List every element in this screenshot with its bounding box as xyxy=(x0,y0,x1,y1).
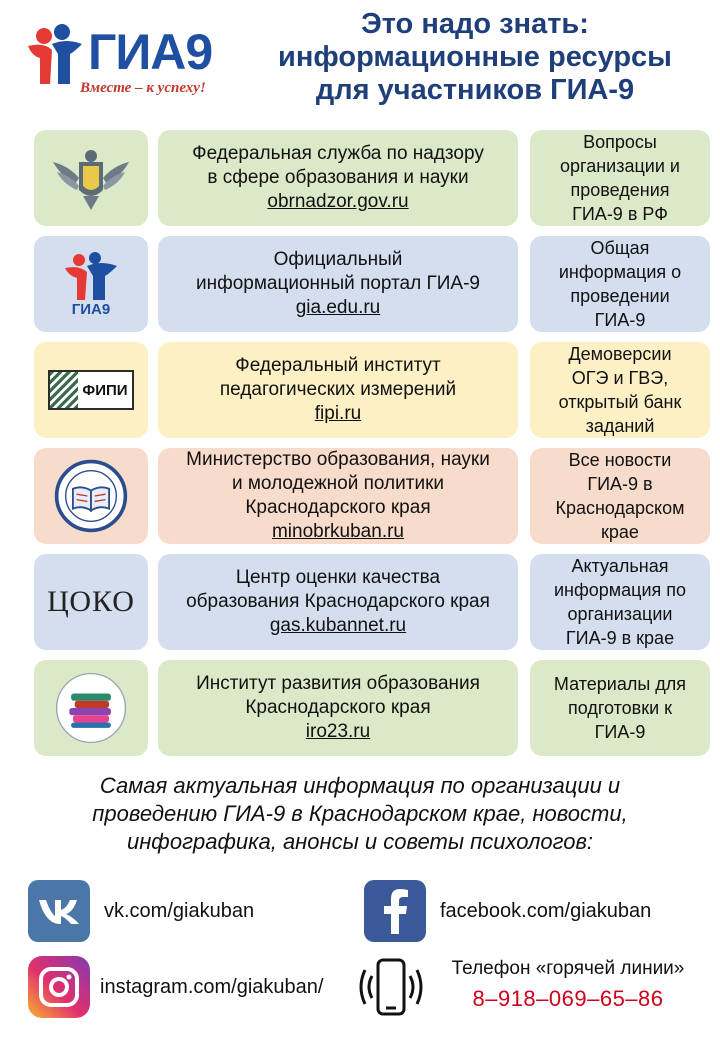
resource-logo-cell xyxy=(34,554,148,650)
resource-name-line: Федеральный институт xyxy=(235,355,441,376)
resource-desc-line: проведении xyxy=(570,286,670,306)
resource-desc-line: Все новости xyxy=(568,450,672,470)
resource-row-minobr xyxy=(34,448,710,544)
fipi-logo-text: ФИПИ xyxy=(82,381,128,399)
gia9-header-logo xyxy=(22,14,232,104)
resource-desc-cell xyxy=(530,448,710,544)
resource-name-line: Официальный xyxy=(273,249,403,270)
page-title xyxy=(240,8,710,107)
resource-row-iro xyxy=(34,660,710,756)
resource-desc-line: организации и xyxy=(560,156,680,176)
vk-link[interactable] xyxy=(28,880,254,942)
obrnadzor-emblem-icon xyxy=(49,140,133,216)
note-line: проведению ГИА-9 в Краснодарском крае, новости, xyxy=(92,801,628,826)
iro-books-icon xyxy=(49,670,133,746)
resource-desc-cell xyxy=(530,660,710,756)
facebook-link-text[interactable]: facebook.com/giakuban xyxy=(440,899,652,922)
gia9-logo-icon xyxy=(49,246,133,322)
resource-desc-line: подготовки к xyxy=(567,698,673,718)
resource-name-line: Краснодарского края xyxy=(245,497,431,518)
resource-desc-line: информация о xyxy=(558,262,682,282)
resource-logo-cell xyxy=(34,342,148,438)
coko-logo-icon: ЦОКО xyxy=(47,585,135,618)
resource-logo-cell xyxy=(34,448,148,544)
resource-desc-line: ГИА-9 в РФ xyxy=(572,204,668,224)
resource-name-cell xyxy=(158,342,518,438)
vk-link-text[interactable]: vk.com/giakuban xyxy=(104,899,255,922)
resource-desc-line: ОГЭ и ГВЭ, xyxy=(571,368,669,388)
resource-link-minobr[interactable]: minobrkuban.ru xyxy=(271,521,404,542)
resource-row-gia xyxy=(34,236,710,332)
resource-name-line: образования Краснодарского края xyxy=(186,591,490,612)
resource-desc-line: Материалы для xyxy=(553,674,687,694)
resource-name-line: Институт развития образования xyxy=(196,673,480,694)
resource-desc-line: открытый банк xyxy=(558,392,682,412)
resource-desc-line: Краснодарском xyxy=(555,498,685,518)
instagram-icon xyxy=(28,956,90,1018)
instagram-link-text[interactable]: instagram.com/giakuban/ xyxy=(100,975,324,998)
resource-name-line: Министерство образования, науки xyxy=(186,449,490,470)
phone-icon xyxy=(358,958,424,1018)
facebook-link[interactable] xyxy=(364,880,651,942)
resource-row-fipi xyxy=(34,342,710,438)
vk-icon xyxy=(28,880,90,942)
title-line: для участников ГИА-9 xyxy=(315,74,635,106)
people-figures-icon xyxy=(61,250,121,302)
resource-desc-line: информация по xyxy=(553,580,687,600)
resource-name-cell xyxy=(158,130,518,226)
hotline-block xyxy=(428,958,708,1012)
resource-name-line: Центр оценки качества xyxy=(235,567,441,588)
resource-desc-line: ГИА-9 xyxy=(594,310,646,330)
note-line: Самая актуальная информация по организации и xyxy=(99,773,621,798)
resource-link-gia[interactable]: gia.edu.ru xyxy=(295,297,381,318)
resource-link-obrnadzor[interactable]: obrnadzor.gov.ru xyxy=(267,191,409,212)
resource-desc-line: ГИА-9 в xyxy=(587,474,653,494)
resource-name-cell xyxy=(158,448,518,544)
info-note xyxy=(30,772,690,856)
note-line: инфографика, анонсы и советы психологов: xyxy=(126,829,594,854)
resource-name-line: Краснодарского края xyxy=(245,697,431,718)
logo-text: ГИА9 xyxy=(88,24,213,80)
resource-name-cell xyxy=(158,236,518,332)
resource-desc-line: Общая xyxy=(590,238,650,258)
resource-name-line: Федеральная служба по надзору xyxy=(192,143,484,164)
resource-name-line: в сфере образования и науки xyxy=(207,167,469,188)
resource-desc-line: крае xyxy=(601,522,639,542)
resource-desc-line: Демоверсии xyxy=(568,344,672,364)
title-line: информационные ресурсы xyxy=(278,41,672,73)
resource-desc-line: Актуальная xyxy=(571,556,669,576)
resource-row-obrnadzor xyxy=(34,130,710,226)
ministry-seal-icon xyxy=(49,458,133,534)
fipi-stripe xyxy=(50,372,78,408)
resource-desc-line: организации xyxy=(567,604,673,624)
resource-link-coko[interactable]: gas.kubannet.ru xyxy=(269,615,407,636)
hotline-number[interactable]: 8–918–069–65–86 xyxy=(472,986,664,1011)
logo-slogan: Вместе – к успеху! xyxy=(80,80,206,96)
resource-logo-cell xyxy=(34,130,148,226)
fipi-logo-icon xyxy=(48,370,134,410)
resource-desc-line: проведения xyxy=(570,180,670,200)
gia9-logo-text: ГИА9 xyxy=(71,301,111,318)
resource-desc-line: ГИА-9 xyxy=(594,722,646,742)
resource-name-cell xyxy=(158,660,518,756)
hotline-label: Телефон «горячей линии» xyxy=(451,958,685,979)
resource-name-line: информационный портал ГИА-9 xyxy=(195,273,481,294)
resource-link-fipi[interactable]: fipi.ru xyxy=(314,403,362,424)
resource-desc-cell xyxy=(530,236,710,332)
resource-logo-cell xyxy=(34,660,148,756)
resource-desc-cell xyxy=(530,342,710,438)
resource-desc-cell xyxy=(530,130,710,226)
instagram-link[interactable] xyxy=(28,956,323,1018)
resource-desc-line: заданий xyxy=(585,416,655,436)
resource-row-coko xyxy=(34,554,710,650)
resource-name-line: и молодежной политики xyxy=(231,473,445,494)
resource-desc-line: Вопросы xyxy=(583,132,657,152)
resource-name-line: педагогических измерений xyxy=(219,379,457,400)
resource-link-iro[interactable]: iro23.ru xyxy=(305,721,371,742)
resource-desc-cell xyxy=(530,554,710,650)
resource-logo-cell xyxy=(34,236,148,332)
facebook-icon xyxy=(364,880,426,942)
title-line: Это надо знать: xyxy=(361,8,589,40)
resource-desc-line: ГИА-9 в крае xyxy=(565,628,675,648)
resource-name-cell xyxy=(158,554,518,650)
